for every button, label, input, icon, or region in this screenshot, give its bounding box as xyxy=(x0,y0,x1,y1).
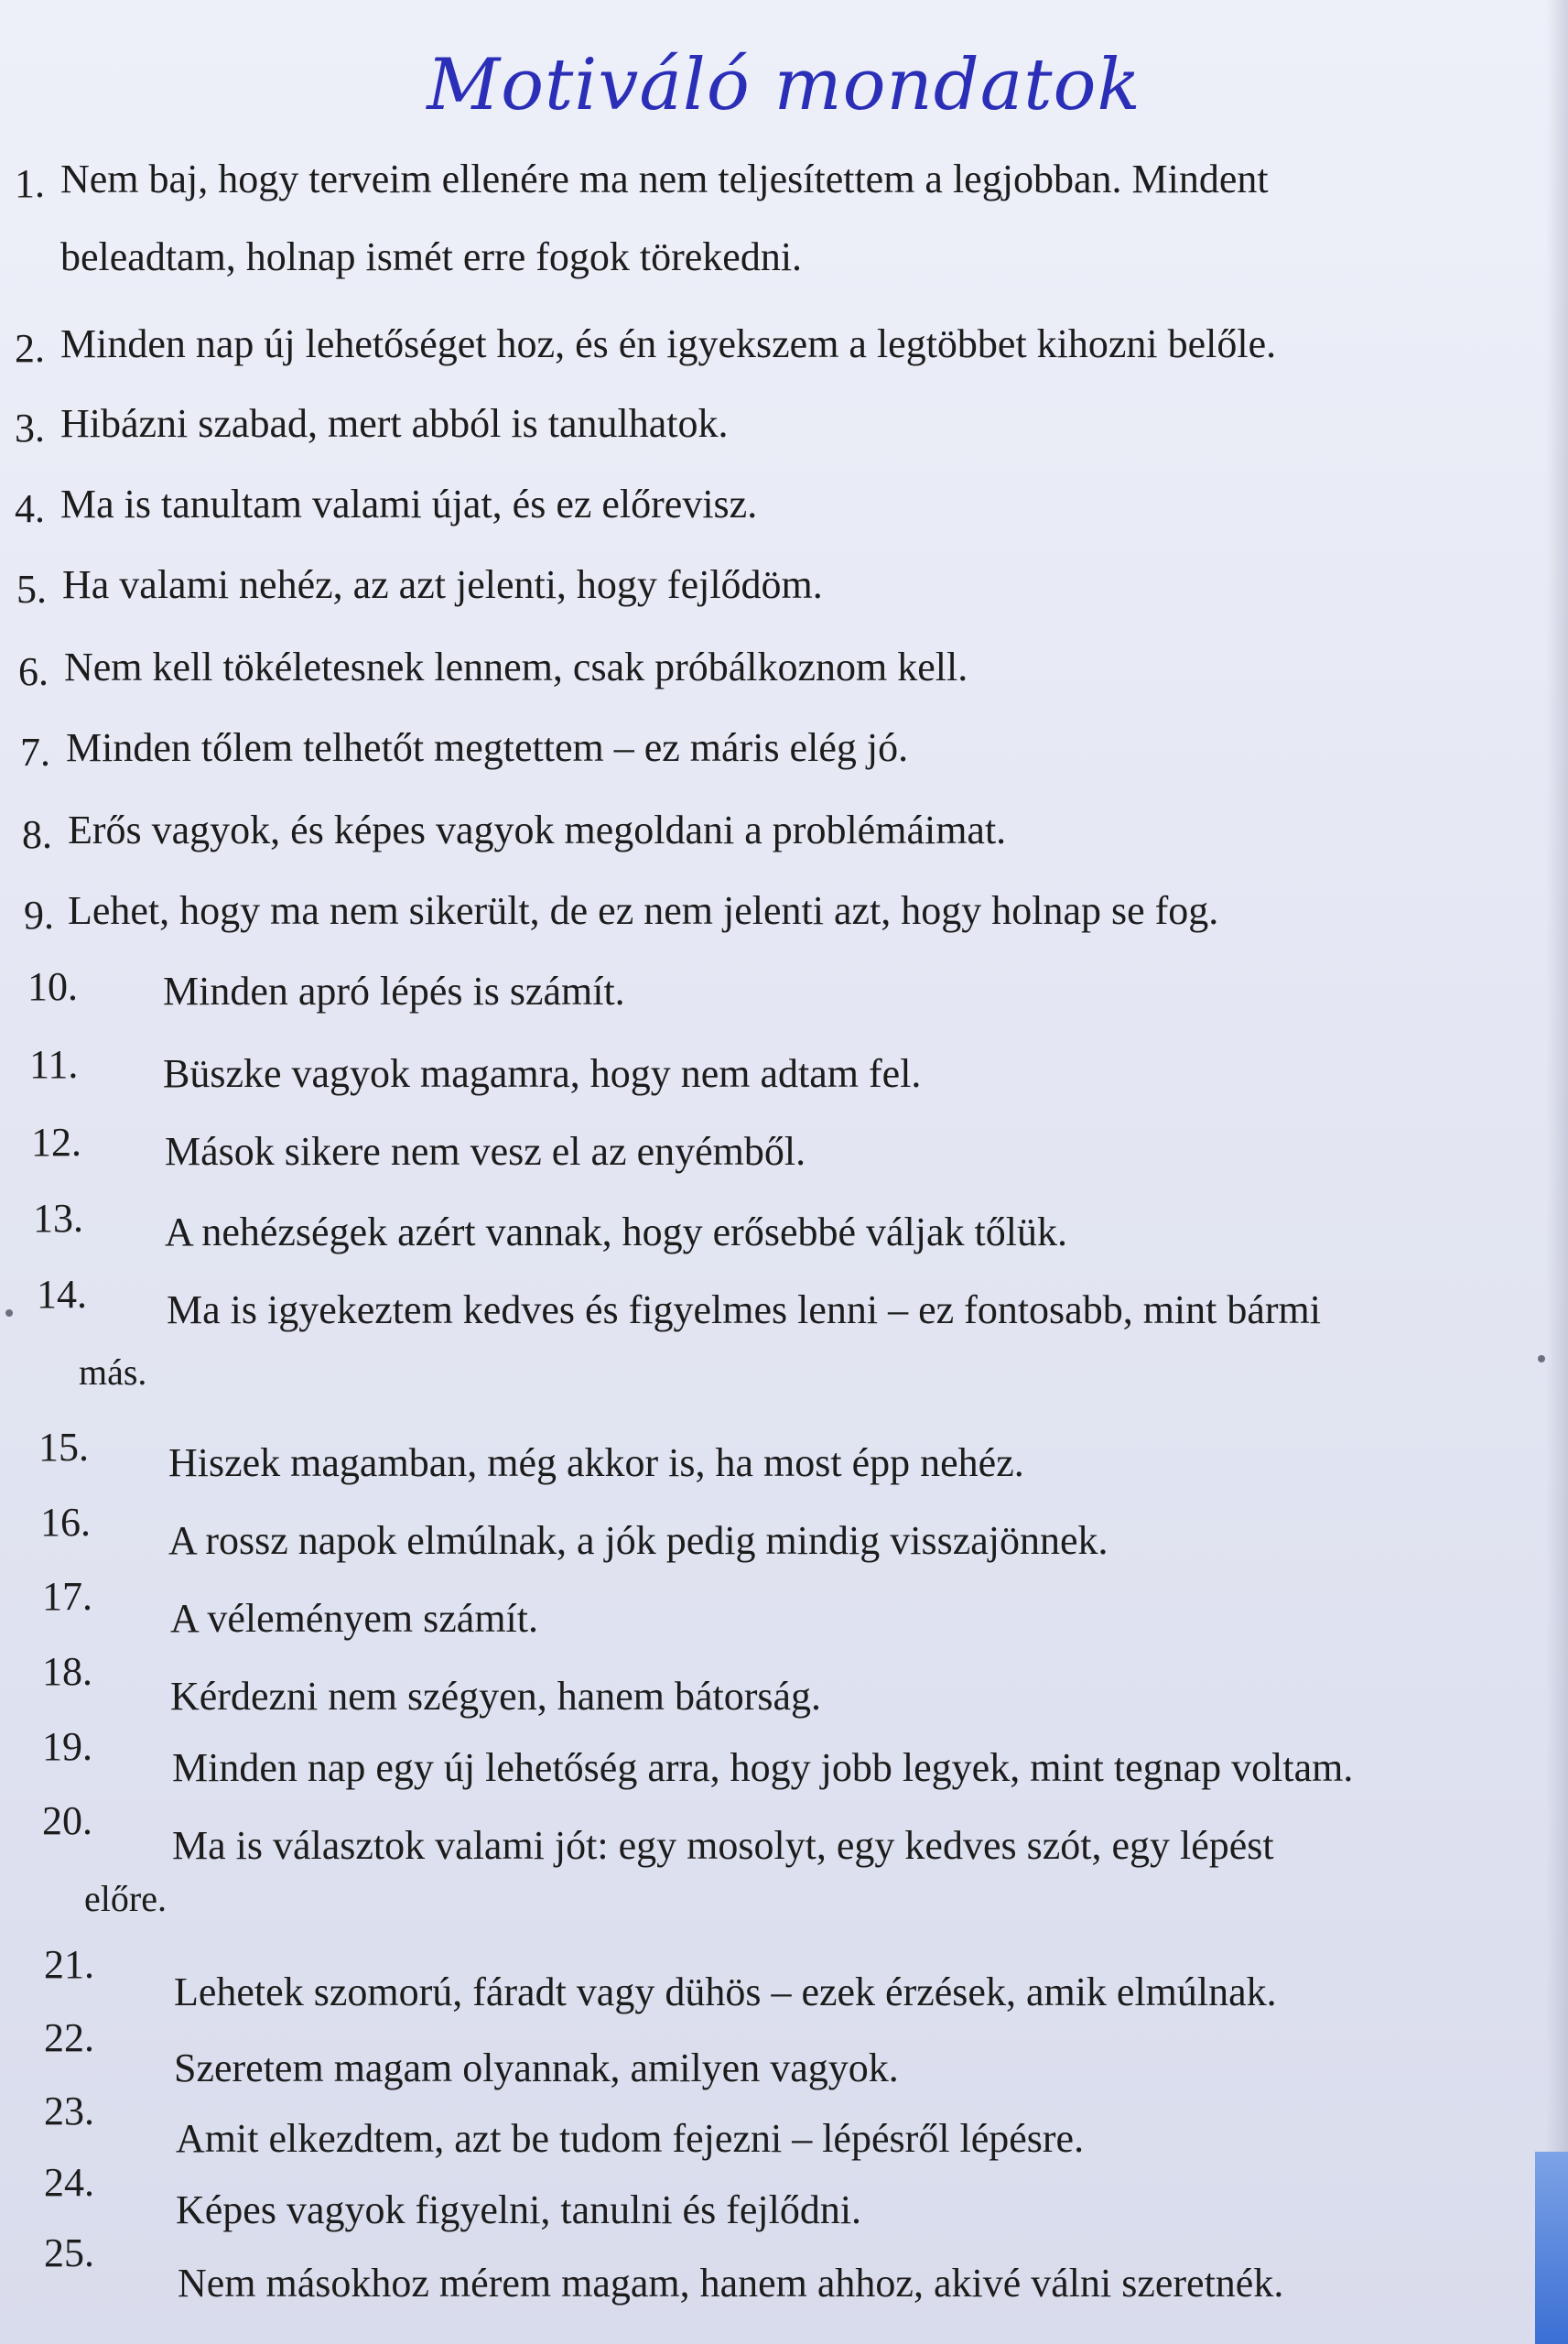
list-item-number: 24. xyxy=(44,2160,94,2205)
list-item-text: Minden tőlem telhetőt megtettem – ez máris elég jó. xyxy=(66,725,909,770)
list-item-text: Minden nap új lehetőséget hoz, és én igyekszem a legtöbbet kihozni belőle. xyxy=(60,321,1277,366)
list-item-number: 22. xyxy=(44,2015,94,2060)
list-item-text: Erős vagyok, és képes vagyok megoldani a problémáimat. xyxy=(68,808,1007,852)
list-item-number: 4. xyxy=(15,486,45,531)
list-item-number: 21. xyxy=(44,1942,94,1987)
list-item-text: Nem baj, hogy terveim ellenére ma nem teljesítettem a legjobban. Mindent xyxy=(60,157,1269,201)
list-item-number: 10. xyxy=(27,964,78,1009)
list-item-number: 13. xyxy=(33,1196,83,1241)
list-item-text: Mások sikere nem vesz el az enyémből. xyxy=(165,1129,806,1174)
list-item-number: 19. xyxy=(42,1724,92,1769)
list-item-text: A nehézségek azért vannak, hogy erősebbé váljak tőlük. xyxy=(165,1210,1067,1254)
list-item-number: 20. xyxy=(42,1798,92,1843)
list-item-number: 11. xyxy=(29,1042,79,1087)
list-item-number: 6. xyxy=(18,649,49,694)
list-item-text: Minden nap egy új lehetőség arra, hogy jobb legyek, mint tegnap voltam. xyxy=(172,1745,1354,1790)
list-item-number: 15. xyxy=(38,1425,89,1470)
list-item-text: Képes vagyok figyelni, tanulni és fejlődni. xyxy=(176,2187,862,2232)
list-item-text: A rossz napok elmúlnak, a jók pedig mindig visszajönnek. xyxy=(168,1518,1108,1563)
list-item-text: Lehetek szomorú, fáradt vagy dühös – ezek érzések, amik elmúlnak. xyxy=(174,1970,1277,2014)
list-item-text: Hibázni szabad, mert abból is tanulhatok. xyxy=(60,401,729,446)
paper-edge-shadow xyxy=(1546,0,1568,2344)
list-item-number: 18. xyxy=(42,1649,92,1694)
list-item-number: 5. xyxy=(16,567,47,612)
list-item-number: 25. xyxy=(44,2230,94,2275)
list-item-number: 1. xyxy=(15,161,45,206)
list-item-text: Ma is igyekeztem kedves és figyelmes lenni – ez fontosabb, mint bármi xyxy=(167,1287,1322,1332)
list-item-text: Minden apró lépés is számít. xyxy=(163,969,625,1014)
pin-hole-left xyxy=(5,1309,13,1317)
page-title: Motiváló mondatok xyxy=(427,44,1141,126)
list-item-number: 3. xyxy=(15,406,45,450)
list-item-text: Ma is tanultam valami újat, és ez előrevisz. xyxy=(60,482,758,526)
list-item-text: Ma is választok valami jót: egy mosolyt, egy kedves szót, egy lépést xyxy=(172,1823,1274,1868)
list-item-text: Hiszek magamban, még akkor is, ha most épp nehéz. xyxy=(168,1440,1024,1485)
list-item-number: 9. xyxy=(24,893,54,938)
list-item-text-continued: beleadtam, holnap ismét erre fogok törekedni. xyxy=(60,234,803,279)
list-item-number: 17. xyxy=(42,1574,92,1619)
list-item-text: Amit elkezdtem, azt be tudom fejezni – lépésről lépésre. xyxy=(176,2116,1085,2161)
list-item-text: Ha valami nehéz, az azt jelenti, hogy fejlődöm. xyxy=(62,562,823,607)
list-item-text: Nem másokhoz mérem magam, hanem ahhoz, akivé válni szeretnék. xyxy=(178,2261,1284,2306)
list-item-text: A véleményem számít. xyxy=(170,1596,538,1641)
list-item-number: 23. xyxy=(44,2089,94,2133)
list-item-number: 12. xyxy=(31,1120,81,1165)
list-item-number: 8. xyxy=(22,812,52,857)
list-item-number: 2. xyxy=(15,326,45,371)
list-item-text-continued: más. xyxy=(79,1351,147,1393)
list-item-text: Kérdezni nem szégyen, hanem bátorság. xyxy=(170,1674,822,1719)
list-item-number: 7. xyxy=(20,730,50,775)
list-item-text: Lehet, hogy ma nem sikerült, de ez nem jelenti azt, hogy holnap se fog. xyxy=(68,888,1219,933)
list-item-text: Büszke vagyok magamra, hogy nem adtam fel. xyxy=(163,1051,922,1096)
list-item-number: 16. xyxy=(40,1500,91,1545)
list-item-text-continued: előre. xyxy=(84,1878,167,1919)
blue-background-corner xyxy=(1535,2152,1568,2344)
list-item-text: Nem kell tökéletesnek lennem, csak próbálkoznom kell. xyxy=(64,645,968,689)
list-item-text: Szeretem magam olyannak, amilyen vagyok. xyxy=(174,2046,899,2090)
pin-hole-right xyxy=(1538,1355,1545,1362)
list-item-number: 14. xyxy=(37,1272,87,1317)
